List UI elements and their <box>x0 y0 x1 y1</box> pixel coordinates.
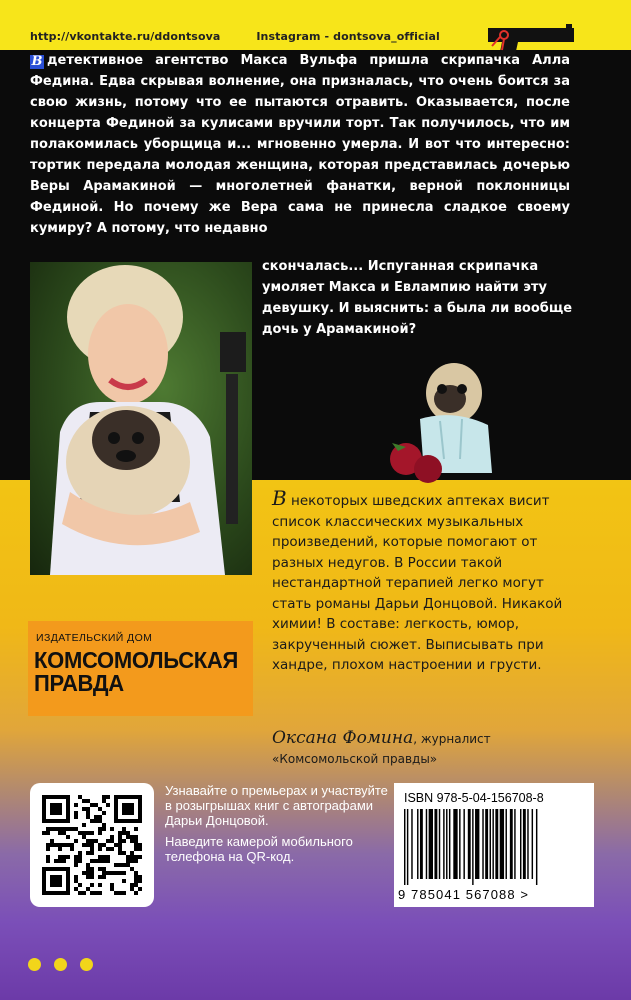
review-publication: «Комсомольской правды» <box>272 752 438 766</box>
isbn-barcode <box>394 783 594 907</box>
review-signature <box>272 728 602 766</box>
promo-line1: Узнавайте о премьерах и участвуйте в розыгрышах книг с автографами Дарьи Донцовой. <box>165 783 388 828</box>
promo-text <box>153 783 393 907</box>
publisher-name-line2: ПРАВДА <box>34 670 124 697</box>
instagram-link[interactable]: Instagram - dontsova_official <box>256 30 440 43</box>
dropcap-bottom: В <box>272 486 287 510</box>
review-author-role: , журналист <box>413 732 491 746</box>
annotation-top <box>30 50 570 239</box>
publisher-logo <box>28 621 253 716</box>
author-photo <box>30 262 252 575</box>
isbn-label: ISBN 978-5-04-156708-8 <box>404 791 544 805</box>
review-text: некоторых шведских аптеках висит список классических музыкальных произведений, которые помогают от разных недугов. В России такой нестандартной терапией легко могут стать романы Дарьи Донцовой. Никакой химии! В составе: легкость, юмор, закрученный сюжет. Выписывать при хандре, плохом настроении и грусти. <box>272 493 563 673</box>
promo-line2: Наведите камерой мобильного телефона на QR-код. <box>165 834 353 864</box>
header-links <box>30 30 472 43</box>
review-author: Оксана Фомина <box>272 728 414 748</box>
publisher-name <box>34 646 239 697</box>
qr-code[interactable] <box>30 783 154 907</box>
dot-1 <box>28 958 41 971</box>
dot-2 <box>54 958 67 971</box>
annotation-lower-text: скончалась... Испуганная скрипачка умоляет Макса и Евлампию найти эту девушку. И выяснить: а была ли вообще дочь у Арамакиной? <box>262 259 573 337</box>
dot-3 <box>80 958 93 971</box>
pug-illustration <box>384 355 504 495</box>
review-quote <box>272 488 584 676</box>
vk-link[interactable]: http://vkontakte.ru/ddontsova <box>30 30 221 43</box>
publisher-small-label: ИЗДАТЕЛЬСКИЙ ДОМ <box>36 632 153 644</box>
dropcap-top: В <box>31 54 43 69</box>
barcode-digits: 9 785041 567088 > <box>398 887 530 902</box>
publisher-name-line1: КОМСОМОЛЬСКАЯ <box>34 646 239 674</box>
annotation-lower <box>262 256 578 340</box>
annotation-top-text: детективное агентство Макса Вульфа пришла скрипачка Алла Федина. Едва скрывая волнение, она призналась, что очень боится за свою жизнь, потому что ее пытаются отравить. Оказывается, после концерта Фединой за кулисами вручили торт. Так получилось, что им полакомилась уборщица и... мгновенно умерла. И вот что интересно: тортик передала молодая женщина, которая представилась дочерью Веры Арамакиной — многолетней фанатки, верной поклонницы Фединой. Но почему же Вера сама не принесла сладкое своему кумиру? А потому, что недавно <box>30 53 570 236</box>
qr-code-icon <box>42 795 142 895</box>
decorative-dots <box>28 958 106 976</box>
barcode-bars <box>402 809 586 885</box>
